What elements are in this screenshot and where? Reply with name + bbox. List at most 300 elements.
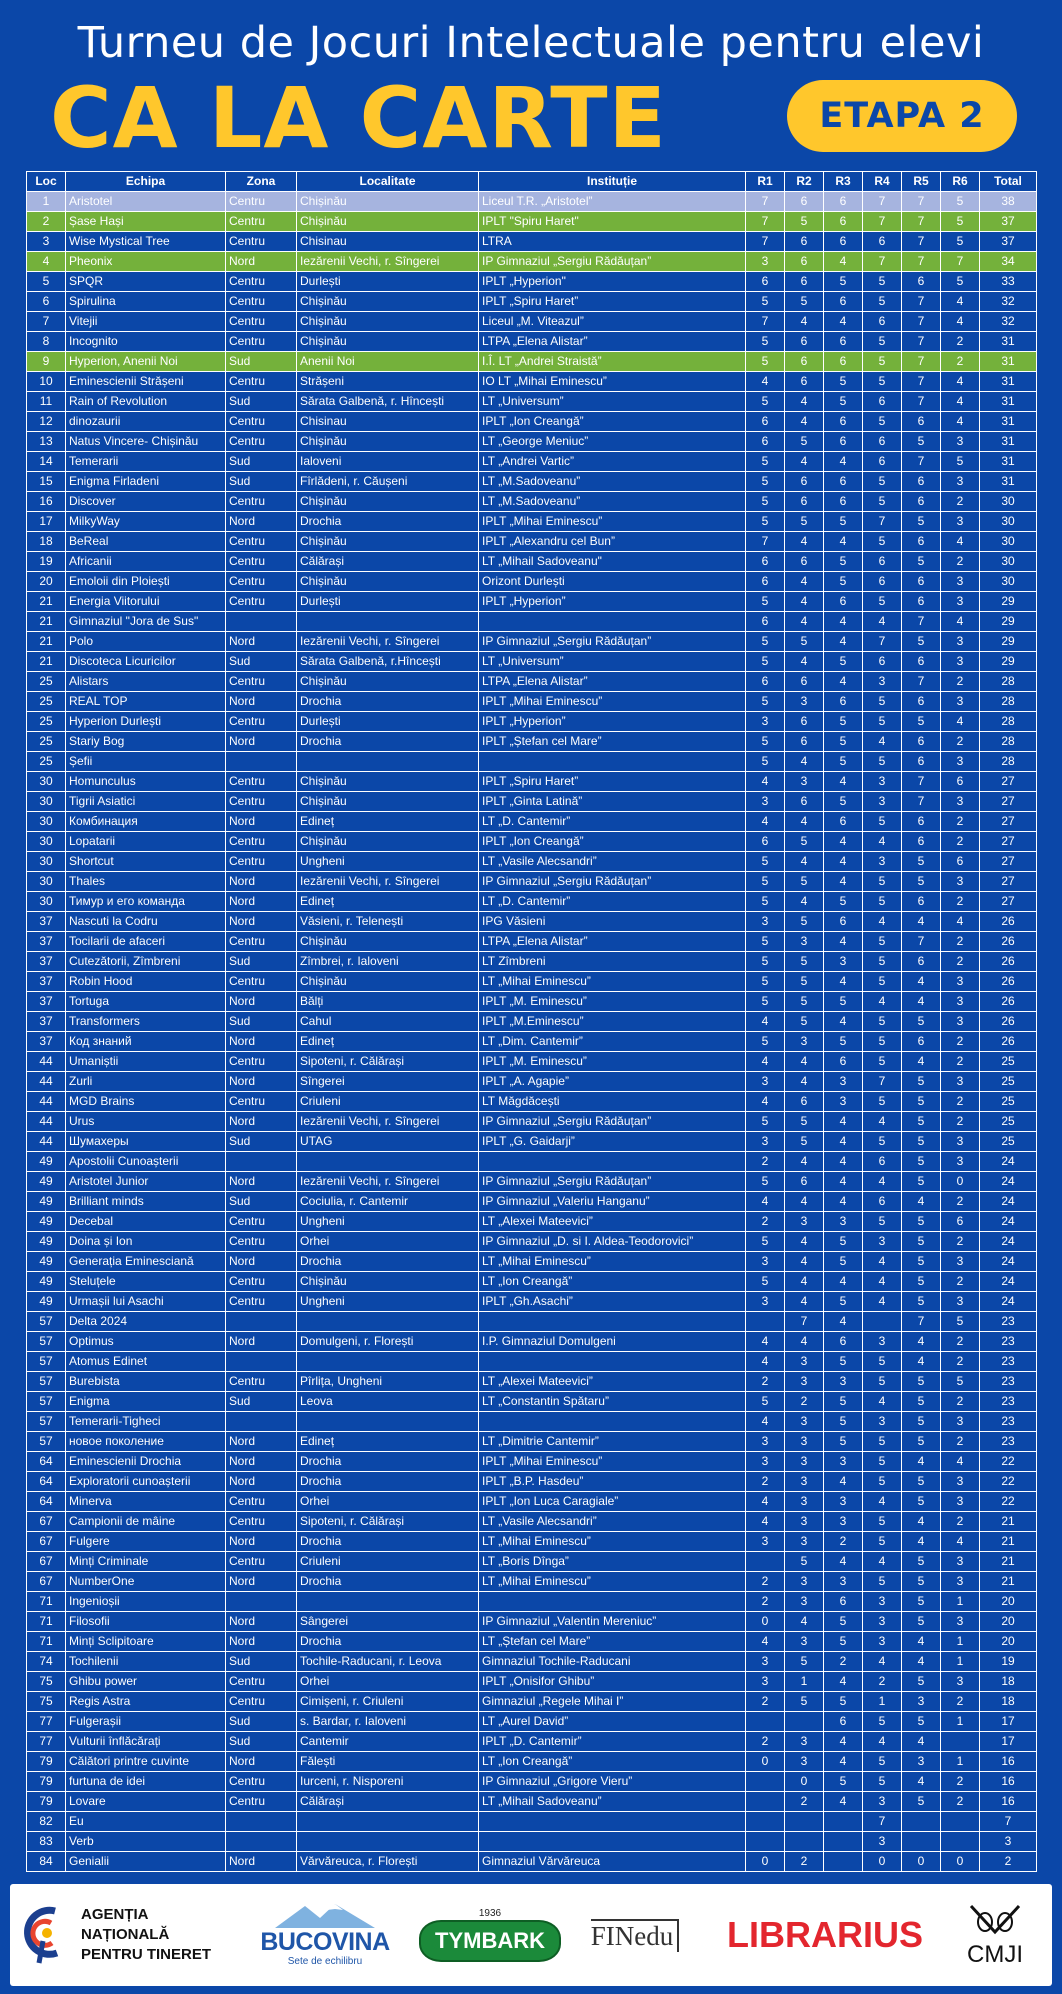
- table-cell: 5: [824, 1632, 863, 1652]
- table-row: [27, 1232, 1037, 1252]
- table-cell: 5: [785, 632, 824, 652]
- table-cell: 7: [902, 192, 941, 212]
- table-cell: Domulgeni, r. Florești: [297, 1332, 479, 1352]
- table-cell: 3: [785, 1592, 824, 1612]
- table-cell: 5: [824, 732, 863, 752]
- table-cell: [479, 752, 746, 772]
- table-cell: Gimnaziul Vărvăreuca: [479, 1852, 746, 1872]
- table-cell: 4: [941, 372, 980, 392]
- table-cell: 5: [902, 512, 941, 532]
- table-cell: 2: [941, 1332, 980, 1352]
- table-cell: Fulgerașii: [66, 1712, 226, 1732]
- table-cell: 7: [863, 632, 902, 652]
- table-cell: 3: [785, 1452, 824, 1472]
- table-cell: 3: [785, 1572, 824, 1592]
- table-cell: 4: [902, 992, 941, 1012]
- table-cell: 6: [863, 652, 902, 672]
- table-row: [27, 392, 1037, 412]
- table-cell: Nord: [226, 892, 297, 912]
- table-cell: BeReal: [66, 532, 226, 552]
- table-cell: 5: [746, 472, 785, 492]
- table-row: [27, 752, 1037, 772]
- table-cell: 6: [902, 732, 941, 752]
- table-cell: 2: [785, 1792, 824, 1812]
- table-cell: 2: [824, 1652, 863, 1672]
- table-cell: 5: [824, 992, 863, 1012]
- table-cell: 3: [863, 1832, 902, 1852]
- table-cell: 2: [941, 952, 980, 972]
- table-cell: 7: [902, 212, 941, 232]
- table-cell: 6: [746, 412, 785, 432]
- table-cell: 4: [902, 1452, 941, 1472]
- table-cell: [226, 1152, 297, 1172]
- table-cell: Sud: [226, 452, 297, 472]
- table-cell: [297, 1352, 479, 1372]
- table-cell: 6: [785, 272, 824, 292]
- table-cell: IPLT „M.Eminescu”: [479, 1012, 746, 1032]
- table-cell: 4: [941, 912, 980, 932]
- table-cell: 2: [746, 1732, 785, 1752]
- table-cell: Brilliant minds: [66, 1192, 226, 1212]
- table-cell: 6: [785, 792, 824, 812]
- table-cell: 4: [824, 852, 863, 872]
- table-cell: 3: [785, 1412, 824, 1432]
- table-cell: 0: [746, 1752, 785, 1772]
- table-cell: 2: [746, 1592, 785, 1612]
- table-cell: 6: [863, 232, 902, 252]
- table-cell: 5: [863, 1772, 902, 1792]
- table-cell: 5: [902, 1552, 941, 1572]
- table-cell: 3: [785, 1032, 824, 1052]
- table-cell: 3: [746, 1672, 785, 1692]
- table-row: [27, 1832, 1037, 1852]
- table-row: [27, 452, 1037, 472]
- table-cell: Nord: [226, 1452, 297, 1472]
- table-cell: Sărata Galbenă, r. Hîncești: [297, 392, 479, 412]
- table-cell: 21: [27, 652, 66, 672]
- table-row: [27, 1032, 1037, 1052]
- table-cell: 4: [863, 1112, 902, 1132]
- table-row: [27, 1652, 1037, 1672]
- table-cell: 7: [902, 612, 941, 632]
- table-cell: 5: [863, 712, 902, 732]
- table-cell: Edineț: [297, 1432, 479, 1452]
- table-cell: [479, 1312, 746, 1332]
- table-row: [27, 852, 1037, 872]
- table-cell: IPLT „Onisifor Ghibu”: [479, 1672, 746, 1692]
- table-cell: IP Gimnaziul „Grigore Vieru”: [479, 1772, 746, 1792]
- table-cell: Fulgere: [66, 1532, 226, 1552]
- table-cell: 5: [785, 912, 824, 932]
- table-cell: dinozaurii: [66, 412, 226, 432]
- table-cell: 7: [863, 192, 902, 212]
- table-cell: Тимур и его команда: [66, 892, 226, 912]
- table-row: [27, 1072, 1037, 1092]
- table-cell: 37: [27, 972, 66, 992]
- table-cell: 18: [980, 1692, 1037, 1712]
- bucovina-wordmark: BUCOVINA: [260, 1928, 390, 1956]
- table-row: [27, 472, 1037, 492]
- table-row: [27, 1372, 1037, 1392]
- table-row: [27, 272, 1037, 292]
- table-cell: furtuna de idei: [66, 1772, 226, 1792]
- table-cell: IP Gimnaziul „Valeriu Hanganu”: [479, 1192, 746, 1212]
- table-cell: 5: [941, 192, 980, 212]
- table-cell: [297, 1312, 479, 1332]
- table-cell: 5: [902, 1592, 941, 1612]
- table-cell: 77: [27, 1712, 66, 1732]
- table-cell: 4: [902, 972, 941, 992]
- table-row: [27, 1512, 1037, 1532]
- table-cell: 6: [863, 552, 902, 572]
- table-cell: 5: [902, 872, 941, 892]
- table-cell: 26: [980, 932, 1037, 952]
- table-cell: 32: [980, 312, 1037, 332]
- table-cell: 5: [902, 1372, 941, 1392]
- table-cell: 3: [941, 872, 980, 892]
- table-cell: 29: [980, 652, 1037, 672]
- table-cell: Temerarii-Tigheci: [66, 1412, 226, 1432]
- table-cell: 6: [785, 712, 824, 732]
- table-cell: Iezărenii Vechi, r. Sîngerei: [297, 632, 479, 652]
- table-cell: 4: [863, 1292, 902, 1312]
- table-cell: 5: [941, 452, 980, 472]
- table-cell: Centru: [226, 532, 297, 552]
- table-cell: 7: [863, 512, 902, 532]
- table-cell: 5: [785, 292, 824, 312]
- table-cell: Lopatarii: [66, 832, 226, 852]
- table-cell: 6: [902, 832, 941, 852]
- table-cell: 23: [980, 1372, 1037, 1392]
- table-cell: 2: [746, 1152, 785, 1172]
- table-cell: 2: [941, 332, 980, 352]
- table-cell: Centru: [226, 1372, 297, 1392]
- table-cell: 3: [941, 792, 980, 812]
- table-cell: Centru: [226, 1492, 297, 1512]
- table-cell: 6: [785, 1092, 824, 1112]
- table-cell: 0: [941, 1172, 980, 1192]
- table-cell: 5: [863, 372, 902, 392]
- table-cell: IPLT „Mihai Eminescu”: [479, 692, 746, 712]
- table-cell: 5: [902, 1412, 941, 1432]
- table-cell: Tochile-Raducani, r. Leova: [297, 1652, 479, 1672]
- table-cell: Chisinau: [297, 232, 479, 252]
- table-cell: 5: [902, 1112, 941, 1132]
- table-cell: 5: [902, 1152, 941, 1172]
- table-row: [27, 1292, 1037, 1312]
- table-cell: 2: [746, 1472, 785, 1492]
- table-row: [27, 292, 1037, 312]
- table-cell: 3: [941, 1412, 980, 1432]
- table-cell: 57: [27, 1392, 66, 1412]
- table-cell: 3: [746, 792, 785, 812]
- table-cell: 19: [980, 1652, 1037, 1672]
- table-cell: Sud: [226, 392, 297, 412]
- table-cell: 5: [824, 1232, 863, 1252]
- table-cell: 5: [902, 1572, 941, 1592]
- table-cell: 6: [746, 672, 785, 692]
- table-cell: Nord: [226, 1112, 297, 1132]
- table-cell: 23: [980, 1312, 1037, 1332]
- table-cell: 7: [746, 232, 785, 252]
- table-cell: 3: [785, 1352, 824, 1372]
- table-cell: 4: [746, 1052, 785, 1072]
- table-cell: IPLT "Spiru Haret": [479, 212, 746, 232]
- table-cell: Shortcut: [66, 852, 226, 872]
- table-cell: 4: [824, 1112, 863, 1132]
- table-cell: 5: [746, 592, 785, 612]
- table-cell: 4: [824, 1132, 863, 1152]
- table-cell: 7: [902, 1312, 941, 1332]
- table-cell: 3: [746, 912, 785, 932]
- table-cell: 2: [785, 1852, 824, 1872]
- table-cell: Chișinău: [297, 772, 479, 792]
- table-cell: 6: [902, 272, 941, 292]
- table-cell: 5: [824, 392, 863, 412]
- table-cell: 5: [785, 1652, 824, 1672]
- table-body: [27, 192, 1037, 1872]
- table-row: [27, 792, 1037, 812]
- table-cell: Centru: [226, 832, 297, 852]
- table-cell: Durlești: [297, 592, 479, 612]
- table-cell: [746, 1552, 785, 1572]
- table-cell: 30: [27, 772, 66, 792]
- table-cell: 4: [785, 1292, 824, 1312]
- table-cell: IPLT „Ion Luca Caragiale”: [479, 1492, 746, 1512]
- table-cell: 0: [863, 1852, 902, 1872]
- table-cell: 4: [746, 1352, 785, 1372]
- table-cell: 4: [902, 1632, 941, 1652]
- table-cell: 82: [27, 1812, 66, 1832]
- table-cell: NumberOne: [66, 1572, 226, 1592]
- table-row: [27, 192, 1037, 212]
- table-cell: Centru: [226, 772, 297, 792]
- table-cell: 30: [27, 812, 66, 832]
- table-cell: 5: [785, 1132, 824, 1152]
- table-cell: Chișinău: [297, 672, 479, 692]
- table-cell: 3: [824, 1372, 863, 1392]
- table-cell: 27: [980, 772, 1037, 792]
- table-cell: 3: [785, 1212, 824, 1232]
- table-cell: 6: [902, 892, 941, 912]
- table-cell: 3: [824, 952, 863, 972]
- table-cell: 23: [980, 1412, 1037, 1432]
- table-row: [27, 1472, 1037, 1492]
- table-cell: 5: [902, 1612, 941, 1632]
- agency-emblem-icon: [21, 1903, 69, 1967]
- table-cell: 79: [27, 1752, 66, 1772]
- table-cell: 4: [785, 452, 824, 472]
- table-cell: 4: [863, 1552, 902, 1572]
- table-cell: [746, 1772, 785, 1792]
- table-cell: 4: [746, 812, 785, 832]
- table-cell: 5: [824, 1392, 863, 1412]
- table-cell: 5: [746, 932, 785, 952]
- table-cell: 2: [941, 892, 980, 912]
- table-cell: Nord: [226, 812, 297, 832]
- table-cell: 5: [746, 512, 785, 532]
- table-cell: [226, 1812, 297, 1832]
- table-cell: 6: [746, 832, 785, 852]
- table-cell: 3: [941, 752, 980, 772]
- table-cell: Campionii de mâine: [66, 1512, 226, 1532]
- table-cell: 3: [941, 652, 980, 672]
- table-cell: Centru: [226, 372, 297, 392]
- table-cell: 5: [902, 1472, 941, 1492]
- table-cell: 0: [746, 1612, 785, 1632]
- table-cell: Șefii: [66, 752, 226, 772]
- table-cell: Sud: [226, 952, 297, 972]
- table-cell: 27: [980, 892, 1037, 912]
- table-row: [27, 1092, 1037, 1112]
- table-cell: 4: [824, 832, 863, 852]
- table-cell: Minerva: [66, 1492, 226, 1512]
- table-row: [27, 1612, 1037, 1632]
- table-cell: Nord: [226, 1252, 297, 1272]
- tymbark-wordmark: TYMBARK: [419, 1920, 561, 1962]
- table-cell: 19: [27, 552, 66, 572]
- table-cell: Nord: [226, 1032, 297, 1052]
- table-cell: IPLT „D. Cantemir”: [479, 1732, 746, 1752]
- table-cell: 4: [746, 1412, 785, 1432]
- table-row: [27, 632, 1037, 652]
- table-cell: [941, 1832, 980, 1852]
- table-cell: 49: [27, 1232, 66, 1252]
- table-cell: 3: [824, 1092, 863, 1112]
- table-cell: 37: [27, 932, 66, 952]
- table-cell: 4: [824, 632, 863, 652]
- table-cell: LTPA „Elena Alistar”: [479, 932, 746, 952]
- table-cell: IO LT „Mihai Eminescu”: [479, 372, 746, 392]
- table-cell: 7: [746, 312, 785, 332]
- table-cell: 5: [902, 852, 941, 872]
- table-cell: Nord: [226, 1572, 297, 1592]
- table-cell: [297, 612, 479, 632]
- table-cell: 27: [980, 792, 1037, 812]
- table-cell: IPLT „Ion Creangă”: [479, 412, 746, 432]
- table-cell: 5: [863, 1352, 902, 1372]
- table-cell: IPLT „G. Gaidarji”: [479, 1132, 746, 1152]
- table-cell: Sud: [226, 1392, 297, 1412]
- table-cell: 5: [941, 1372, 980, 1392]
- table-cell: 5: [863, 352, 902, 372]
- table-cell: 5: [863, 1472, 902, 1492]
- table-cell: [297, 1152, 479, 1172]
- table-cell: 31: [980, 412, 1037, 432]
- table-cell: Edineț: [297, 812, 479, 832]
- table-cell: 22: [980, 1492, 1037, 1512]
- bucovina-tagline: Sete de echilibru: [287, 1956, 363, 1967]
- table-cell: Cantemir: [297, 1732, 479, 1752]
- table-cell: 6: [863, 432, 902, 452]
- table-row: [27, 532, 1037, 552]
- table-cell: Zîmbrei, r. Ialoveni: [297, 952, 479, 972]
- table-row: [27, 892, 1037, 912]
- table-cell: Aristotel Junior: [66, 1172, 226, 1192]
- table-cell: 3: [863, 1332, 902, 1352]
- table-cell: LT „Universum”: [479, 392, 746, 412]
- table-cell: IP Gimnaziul „D. si I. Aldea-Teodorovici”: [479, 1232, 746, 1252]
- table-cell: 34: [980, 252, 1037, 272]
- table-cell: 2: [746, 1572, 785, 1592]
- table-cell: 6: [902, 652, 941, 672]
- table-cell: 2: [746, 1212, 785, 1232]
- table-cell: 71: [27, 1612, 66, 1632]
- table-cell: 4: [902, 1352, 941, 1372]
- agency-name-line3: PENTRU TINERET: [80, 1946, 211, 1963]
- table-cell: 4: [27, 252, 66, 272]
- table-cell: [297, 752, 479, 772]
- table-cell: 5: [902, 1232, 941, 1252]
- table-cell: 1: [863, 1692, 902, 1712]
- table-cell: 1: [941, 1592, 980, 1612]
- table-cell: 3: [785, 1512, 824, 1532]
- table-cell: 22: [980, 1472, 1037, 1492]
- table-cell: Verb: [66, 1832, 226, 1852]
- table-cell: 71: [27, 1592, 66, 1612]
- column-header: Instituție: [479, 172, 746, 192]
- table-cell: Orhei: [297, 1672, 479, 1692]
- table-row: [27, 1132, 1037, 1152]
- table-cell: 5: [863, 532, 902, 552]
- table-cell: Homunculus: [66, 772, 226, 792]
- table-cell: 5: [863, 1032, 902, 1052]
- table-cell: 5: [863, 1452, 902, 1472]
- table-cell: 3: [746, 1132, 785, 1152]
- table-cell: Nord: [226, 1072, 297, 1092]
- table-row: [27, 1112, 1037, 1132]
- table-cell: 77: [27, 1732, 66, 1752]
- table-cell: Sud: [226, 472, 297, 492]
- table-cell: 5: [863, 492, 902, 512]
- table-cell: 6: [824, 1332, 863, 1352]
- table-cell: IP Gimnaziul „Sergiu Rădăuțan”: [479, 872, 746, 892]
- table-cell: 32: [980, 292, 1037, 312]
- table-cell: Ungheni: [297, 1212, 479, 1232]
- table-cell: 21: [27, 592, 66, 612]
- table-cell: 30: [980, 552, 1037, 572]
- table-cell: Centru: [226, 1672, 297, 1692]
- table-cell: Centru: [226, 412, 297, 432]
- table-cell: 27: [980, 872, 1037, 892]
- table-cell: LT „Ștefan cel Mare”: [479, 1632, 746, 1652]
- table-cell: 3: [941, 592, 980, 612]
- table-cell: SPQR: [66, 272, 226, 292]
- table-cell: 67: [27, 1572, 66, 1592]
- table-cell: IP Gimnaziul „Valentin Mereniuc”: [479, 1612, 746, 1632]
- table-cell: Centru: [226, 852, 297, 872]
- table-cell: 6: [824, 292, 863, 312]
- table-cell: [824, 1852, 863, 1872]
- table-cell: 7: [863, 212, 902, 232]
- table-cell: 6: [746, 272, 785, 292]
- table-cell: 4: [824, 872, 863, 892]
- table-cell: Pîrlița, Ungheni: [297, 1372, 479, 1392]
- table-cell: 4: [941, 392, 980, 412]
- table-cell: 30: [27, 872, 66, 892]
- table-cell: Lovare: [66, 1792, 226, 1812]
- table-cell: Călători printre cuvinte: [66, 1752, 226, 1772]
- table-cell: 2: [941, 1032, 980, 1052]
- table-cell: 4: [824, 1012, 863, 1032]
- table-cell: 4: [824, 612, 863, 632]
- table-cell: [479, 1352, 746, 1372]
- table-cell: Drochia: [297, 1452, 479, 1472]
- table-cell: 5: [746, 752, 785, 772]
- librarius-wordmark: LIBRARIUS: [727, 1914, 923, 1955]
- table-cell: Шумахеры: [66, 1132, 226, 1152]
- table-cell: 26: [980, 972, 1037, 992]
